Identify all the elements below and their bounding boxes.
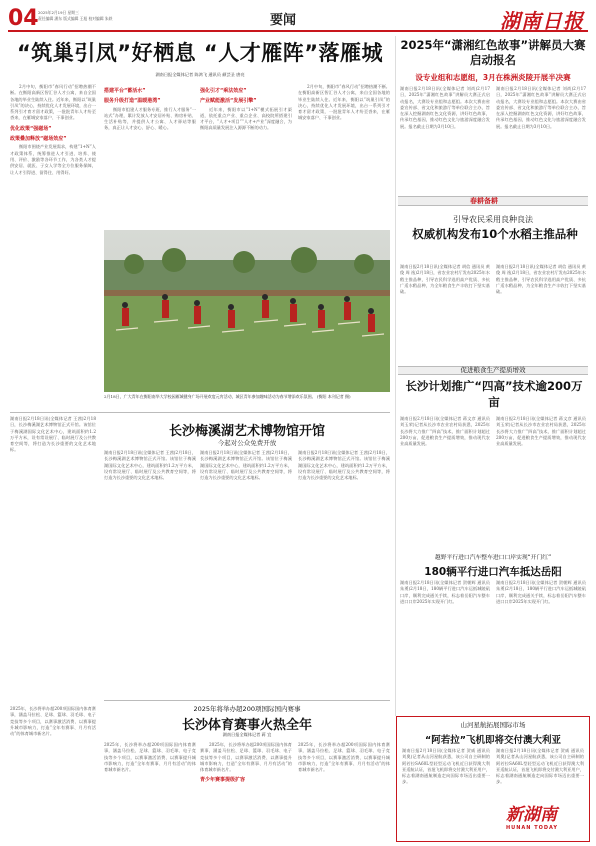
right-c-kicker: 促进粮食生产提质增效 [460,366,526,374]
bottom-body-1: 2025年，长沙将举办超200项国际国内体育赛事，涵盖马拉松、足球、篮球、羽毛球、电子竞技等多个项目，以赛事激活消费、以赛事提升城市影响力，打造“全年有赛事、月月有活动”的体育城市新名片。 [104,742,196,773]
mid-body-1: 湖南日报2月18日讯(全媒体记者 王茜)2月18日，长沙梅溪湖艺术博物馆正式开馆。该馆位于梅溪湖国际文化艺术中心，建筑面积约1.2万平方米，设有常设展厅、临时展厅及公共教育空间等，将打造为长沙重要的文化艺术地标。 [104,450,196,481]
right-c-title: 长沙计划推广“四高”技术逾200万亩 [405,379,583,409]
mid-body-2: 湖南日报2月18日讯(全媒体记者 王茜)2月18日，长沙梅溪湖艺术博物馆正式开馆。该馆位于梅溪湖国际文化艺术中心，建筑面积约1.2万平方米，设有常设展厅、临时展厅及公共教育空间等，将打造为长沙重要的文化艺术地标。 [200,450,292,481]
proof-credit: 校对编辑 朱轶 [88,16,113,21]
lead-subhead-3: 强化引才“乘法效应” [200,88,247,94]
bottom-body-2-text: 2025年，长沙将举办超200项国际国内体育赛事，涵盖马拉松、足球、篮球、羽毛球、电子竞技等多个项目，以赛事激活消费、以赛事提升城市影响力，打造“全年有赛事、月月有活动”的体育城市新名片。 [200,742,292,773]
right-c-body-2: 湖南日报2月18日讯(全媒体记者 蒋文彦 通讯员 刘玉荣)记者从长沙市农业农村局获悉，2025年长沙将大力推广“四高”技术，推广面积计划超过200万亩，促进粮食生产提质增效，推动现代农业高质量发展。 [496,416,586,447]
right-b-title: 权威机构发布10个水稻主推品种 [412,227,578,241]
right-divider [395,36,396,716]
boxed-title: “阿若拉”飞机即将交付澳大利亚 [425,735,561,746]
mid-title: 长沙梅溪湖艺术博物馆开馆 [168,424,325,439]
section-name: 要闻 [270,13,297,28]
header-rule [8,30,588,32]
masthead-logo: 湖南日报 [500,9,584,33]
lead-column-4 [298,84,390,224]
lead-column-3 [200,84,292,224]
lead-subhead-2b: 服务升级打造“温暖港湾” [104,98,161,105]
right-d-title: 180辆平行进口汽车抵达岳阳 [424,566,562,578]
mid-body-3: 湖南日报2月18日讯(全媒体记者 王茜)2月18日，长沙梅溪湖艺术博物馆正式开馆。该馆位于梅溪湖国际文化艺术中心，建筑面积约1.2万平方米，设有常设展厅、临时展厅及公共教育空间等，将打造为长沙重要的文化艺术地标。 [298,450,390,481]
right-a-body-1: 湖南日报2月18日讯(全媒体记者 刘尚)2月17日，2025年“潇湘红色故事”讲解员大赛正式启动报名，大赛设专业组和志愿组。本次大赛由省委宣传部、省文化和旅游厅等单位联合主办，旨在深入挖掘湖南红色文化资源，讲好红色故事，传承红色基因，推动红色文化与旅游深度融合发展。报名截止日期为3月10日。 [400,86,490,129]
lead-para-3: 衡阳市组建人才服务专班，推行人才服务“一站式”办理，累计发放人才安居补贴、购房补贴、生活补贴等，并提供人才公寓、人才驿站等服务，真正让人才安心、舒心、暖心。 [104,106,196,131]
bottom-body-3: 2025年，长沙将举办超200项国际国内体育赛事，涵盖马拉松、足球、篮球、羽毛球、电子竞技等多个项目，以赛事激活消费、以赛事提升城市影响力，打造“全年有赛事、月月有活动”的体育城市新名片。 [298,742,390,773]
lead-bottom-rule [10,412,390,413]
lead-para-4: 近年来，衡阳市以“1+N”模式拓展引才渠道，依托重点产业、重点企业、高校院所搭建引才平台，“人才+项目”“人才+产业”深度融合，为衡阳高质量发展注入源源不断的动力。 [200,106,292,131]
boxed-body-1: 湖南日报2月18日讯(全媒体记者 贺威 通讯员 刘奥)记者从山河星航获悉，该公司自主研制的阿若拉SA60L型轻型运动飞机近日获得澳大利亚适航认证，首批飞机即将交付澳大利亚用户，标志着湖南通航制造走向国际市场迈出重要一步。 [402,748,490,785]
new-hunan-watermark [506,806,590,831]
lead-subhead-1b: 政策叠加释放“磁场效应” [10,136,67,143]
watermark-sub: HUNAN TODAY [506,825,559,831]
mid-left-column: 湖南日报2月18日讯(全媒体记者 王茜)2月18日，长沙梅溪湖艺术博物馆正式开馆。该馆位于梅溪湖国际文化艺术中心，建筑面积约1.2万平方米，设有常设展厅、临时展厅及公共教育空间等，将打造为长沙重要的文化艺术地标。 [10,416,96,453]
editor-credit: 责任编辑 潘东 [38,16,62,21]
lead-title: “筑巢引凤”好栖息 “人才雁阵”落雁城 [16,41,384,65]
lead-para-1: 2月中旬，衡阳市“春风行动”招聘热潮不断。在衡阳高新区智汇谷人才公寓，来自全国各地的毕业生陆续入住。近年来，衡阳以“筑巢引凤”的决心，持续优化人才发展环境，出台一系列引才育才留才政策，一批批青年人才纷至沓来，在雁城安家落户、干事创业。 [10,84,96,121]
right-c-body-1: 湖南日报2月18日讯(全媒体记者 蒋文彦 通讯员 刘玉荣)记者从长沙市农业农村局获悉，2025年长沙将大力推广“四高”技术，推广面积计划超过200万亩，促进粮食生产提质增效，推动现代农业高质量发展。 [400,416,490,447]
mid-subtitle: 今起对公众免费开放 [217,439,277,447]
date-line: 2025年2月19日 星期三 [38,10,79,15]
watermark-text: 新湖南 [506,805,557,825]
boxed-kicker: 山河星航拓展国际市场 [460,721,526,729]
right-d-kicker: 越野平行进口汽车整车进口口岸实现“开门红” [434,555,552,561]
right-b-body-1: 湖南日报2月18日讯(全媒体记者 胡信 通讯员 黄俊 周 逸)2月18日，省农业农村厅发布2025年水稻主推品种，引导农民科学选用高产优质、多抗广适水稻品种，为全年粮食生产丰收打下坚实基础。 [400,264,490,295]
bottom-title: 长沙体育赛事火热全年 [181,718,312,733]
bottom-byline: 湖南日报全媒体记者 蒋 宜 [222,732,272,737]
right-d-body-2: 湖南日报2月18日讯(全媒体记者 贺朝辉 通讯员 朱勇)2月18日，180辆平行进口汽车运抵城陵矶口岸，顺利完成通关手续，标志着岳阳汽车整车进口口岸2025年实现开门红。 [496,580,586,604]
right-d-body-1: 湖南日报2月18日讯(全媒体记者 贺朝辉 通讯员 朱勇)2月18日，180辆平行进口汽车运抵城陵矶口岸，顺利完成通关手续，标志着岳阳汽车整车进口口岸2025年实现开门红。 [400,580,490,604]
page-number: 04 [8,6,39,31]
bottom-kicker: 2025年将举办超200项国际国内赛事 [193,705,301,713]
lead-column-1 [10,84,96,396]
bottom-subhead: 青少年赛事提级扩容 [200,777,246,784]
lead-byline: 湖南日报全媒体记者 陈鸿飞 通讯员 颜芸圣 唐亮 [155,72,245,77]
photo-caption: 2月18日，广大青年在衡阳南华大学校园雁城健身广场开展欢度元宵活动，城区青年参加趣味活动为春节增添欢乐氛围。 (衡阳 本刊记者 摄) [104,394,351,399]
right-b-body-2: 湖南日报2月18日讯(全媒体记者 胡信 通讯员 黄俊 周 逸)2月18日，省农业农村厅发布2025年水稻主推品种，引导农民科学选用高产优质、多抗广适水稻品种，为全年粮食生产丰收打下坚实基础。 [496,264,586,295]
lead-para-1-cont: 2月中旬，衡阳市“春风行动”招聘热潮不断。在衡阳高新区智汇谷人才公寓，来自全国各地的毕业生陆续入住。近年来，衡阳以“筑巢引凤”的决心，持续优化人才发展环境，出台一系列引才育才留才政策，一批批青年人才纷至沓来，在雁城安家落户、干事创业。 [298,84,390,121]
section-band-label: 春耕备耕 [470,197,498,205]
bottom-body-2 [200,742,292,840]
header-info [38,10,128,22]
lead-subhead-3b: 产业赋能激活“发展引擎” [200,98,257,105]
lead-photo [104,230,390,392]
right-a-subtitle: 设专业组和志愿组，3月在株洲炎陵开展半决赛 [415,73,571,82]
lead-subhead-1: 优化政策“强磁场” [10,125,52,132]
lead-para-2: 衡阳市围绕产业发展需求，构建“1+N”人才政策体系，统筹推进人才引进、培养、使用、评价、激励等各环节工作，为各类人才提供安居、就医、子女入学等全方位服务保障，让人才引得进、留得住、用得好。 [10,144,96,175]
right-a-body-2: 湖南日报2月18日讯(全媒体记者 刘尚)2月17日，2025年“潇湘红色故事”讲解员大赛正式启动报名，大赛设专业组和志愿组。本次大赛由省委宣传部、省文化和旅游厅等单位联合主办，旨在深入挖掘湖南红色文化资源，讲好红色故事，传承红色基因，推动红色文化与旅游深度融合发展。报名截止日期为3月10日。 [496,86,586,129]
lead-column-2 [104,84,196,224]
right-b-kicker: 引导农民采用良种良法 [453,215,533,224]
lead-subhead-2: 搭建平台“蓄活水” [104,88,146,94]
bottom-section-rule [104,700,390,701]
bottom-left-column: 2025年，长沙将举办超200项国际国内体育赛事，涵盖马拉松、足球、篮球、羽毛球、电子竞技等多个项目，以赛事激活消费、以赛事提升城市影响力，打造“全年有赛事、月月有活动”的体育城市新名片。 [10,706,96,737]
designer-credit: 版式编辑 王旭 [63,16,88,21]
boxed-body-2: 湖南日报2月18日讯(全媒体记者 贺威 通讯员 刘奥)记者从山河星航获悉，该公司自主研制的阿若拉SA60L型轻型运动飞机近日获得澳大利亚适航认证，首批飞机即将交付澳大利亚用户，标志着湖南通航制造走向国际市场迈出重要一步。 [496,748,584,785]
right-a-title: 2025年“潇湘红色故事”讲解员大赛启动报名 [400,38,586,67]
